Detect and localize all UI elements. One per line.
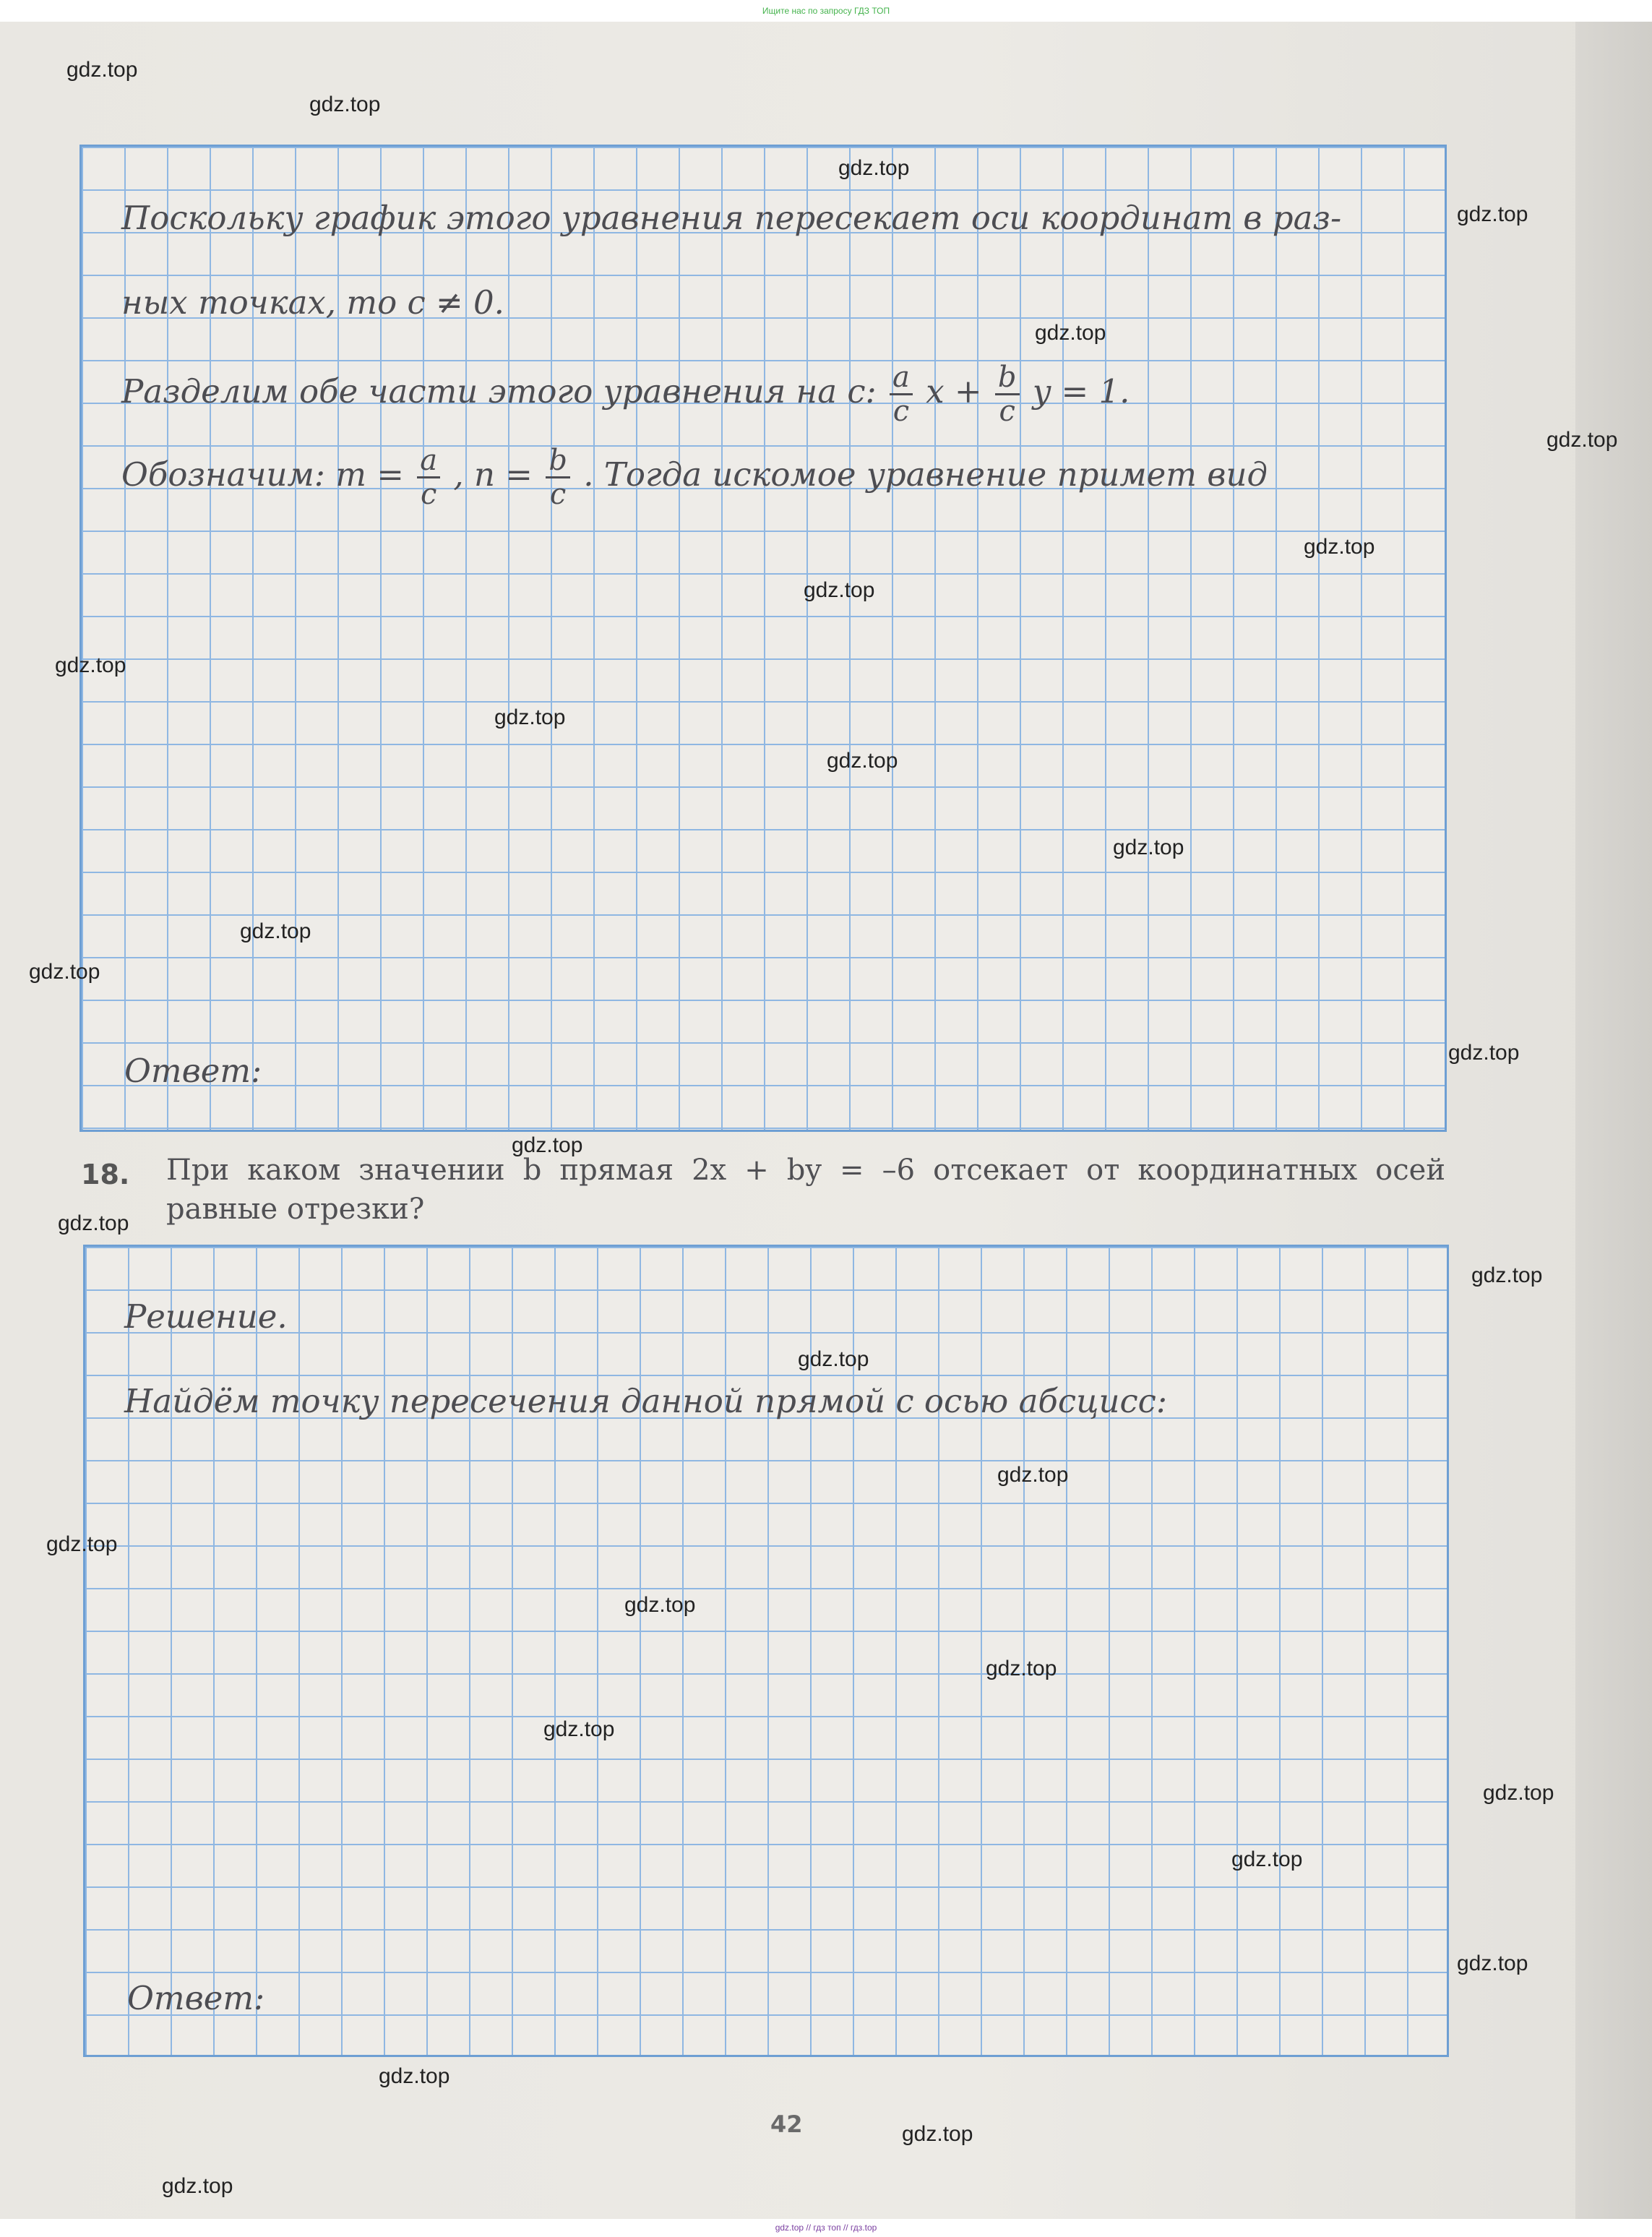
line4-mid: , n = <box>453 455 533 494</box>
answer-grid-18 <box>83 1245 1449 2057</box>
watermark[interactable]: gdz.top <box>986 1657 1057 1680</box>
watermark[interactable]: gdz.top <box>1448 1041 1520 1065</box>
fraction-m <box>417 445 440 510</box>
fraction-denominator: c <box>892 395 910 428</box>
fraction-numerator: a <box>417 445 440 478</box>
watermark[interactable]: gdz.top <box>1483 1781 1554 1805</box>
watermark[interactable]: gdz.top <box>997 1463 1069 1487</box>
watermark[interactable]: gdz.top <box>58 1211 129 1235</box>
page-edge <box>1575 22 1652 2219</box>
fraction-a-over-c <box>890 361 913 427</box>
watermark[interactable]: gdz.top <box>1457 202 1528 226</box>
watermark[interactable]: gdz.top <box>55 653 126 677</box>
watermark[interactable]: gdz.top <box>624 1593 696 1617</box>
watermark[interactable]: gdz.top <box>1457 1952 1528 1975</box>
watermark[interactable]: gdz.top <box>827 749 898 773</box>
watermark[interactable]: gdz.top <box>1471 1263 1543 1287</box>
watermark[interactable]: gdz.top <box>512 1133 583 1157</box>
fraction-denominator: c <box>999 395 1015 428</box>
watermark[interactable]: gdz.top <box>543 1717 615 1741</box>
bottom-banner[interactable]: gdz.top // гдз топ // гдз.top <box>0 2219 1652 2237</box>
watermark[interactable]: gdz.top <box>29 960 100 984</box>
top-banner[interactable]: Ищите нас по запросу ГДЗ ТОП <box>0 0 1652 22</box>
fraction-numerator: a <box>890 361 913 395</box>
watermark[interactable]: gdz.top <box>1304 535 1375 559</box>
fraction-denominator: c <box>549 478 567 511</box>
solution-line-2: ных точках, то c ≠ 0. <box>121 283 504 322</box>
fraction-b-over-c <box>995 361 1020 427</box>
answer-label-18: Ответ: <box>127 1979 265 2017</box>
solution-label-18: Решение. <box>124 1297 288 1336</box>
line4-suffix: . Тогда искомое уравнение примет вид <box>583 455 1268 494</box>
fraction-numerator: b <box>546 445 570 478</box>
task-statement: При каком значении b прямая 2x + by = –6 отсекает от координатных осей равные отрезки? <box>166 1154 1445 1226</box>
watermark[interactable]: gdz.top <box>798 1347 869 1371</box>
watermark[interactable]: gdz.top <box>838 156 910 180</box>
watermark[interactable]: gdz.top <box>162 2174 233 2198</box>
watermark[interactable]: gdz.top <box>902 2122 973 2146</box>
watermark[interactable]: gdz.top <box>66 58 138 82</box>
fraction-numerator: b <box>995 361 1020 395</box>
watermark[interactable]: gdz.top <box>1113 836 1184 859</box>
answer-label-17: Ответ: <box>124 1052 262 1090</box>
solution-line-3 <box>121 361 1130 427</box>
line3-x-term: x + <box>926 372 982 411</box>
task-number: 18. <box>81 1159 130 1190</box>
fraction-n <box>546 445 570 510</box>
watermark[interactable]: gdz.top <box>1546 428 1618 452</box>
solution-line-4 <box>121 445 1268 510</box>
watermark[interactable]: gdz.top <box>494 705 566 729</box>
line4-prefix: Обозначим: m = <box>121 455 404 494</box>
watermark[interactable]: gdz.top <box>309 93 381 116</box>
solution-line-1: Поскольку график этого уравнения пересекает оси координат в раз- <box>121 199 1342 237</box>
fraction-denominator: c <box>420 478 437 511</box>
page-number: 42 <box>770 2111 803 2138</box>
watermark[interactable]: gdz.top <box>379 2064 450 2088</box>
solution-line-18-1: Найдём точку пересечения данной прямой с осью абсцисс: <box>124 1382 1168 1420</box>
watermark[interactable]: gdz.top <box>1035 321 1106 345</box>
watermark[interactable]: gdz.top <box>240 919 311 943</box>
line3-prefix: Разделим обе части этого уравнения на c: <box>121 372 877 411</box>
watermark[interactable]: gdz.top <box>1231 1847 1303 1871</box>
line3-suffix: y = 1. <box>1032 372 1130 411</box>
watermark[interactable]: gdz.top <box>46 1532 118 1556</box>
watermark[interactable]: gdz.top <box>804 578 875 602</box>
